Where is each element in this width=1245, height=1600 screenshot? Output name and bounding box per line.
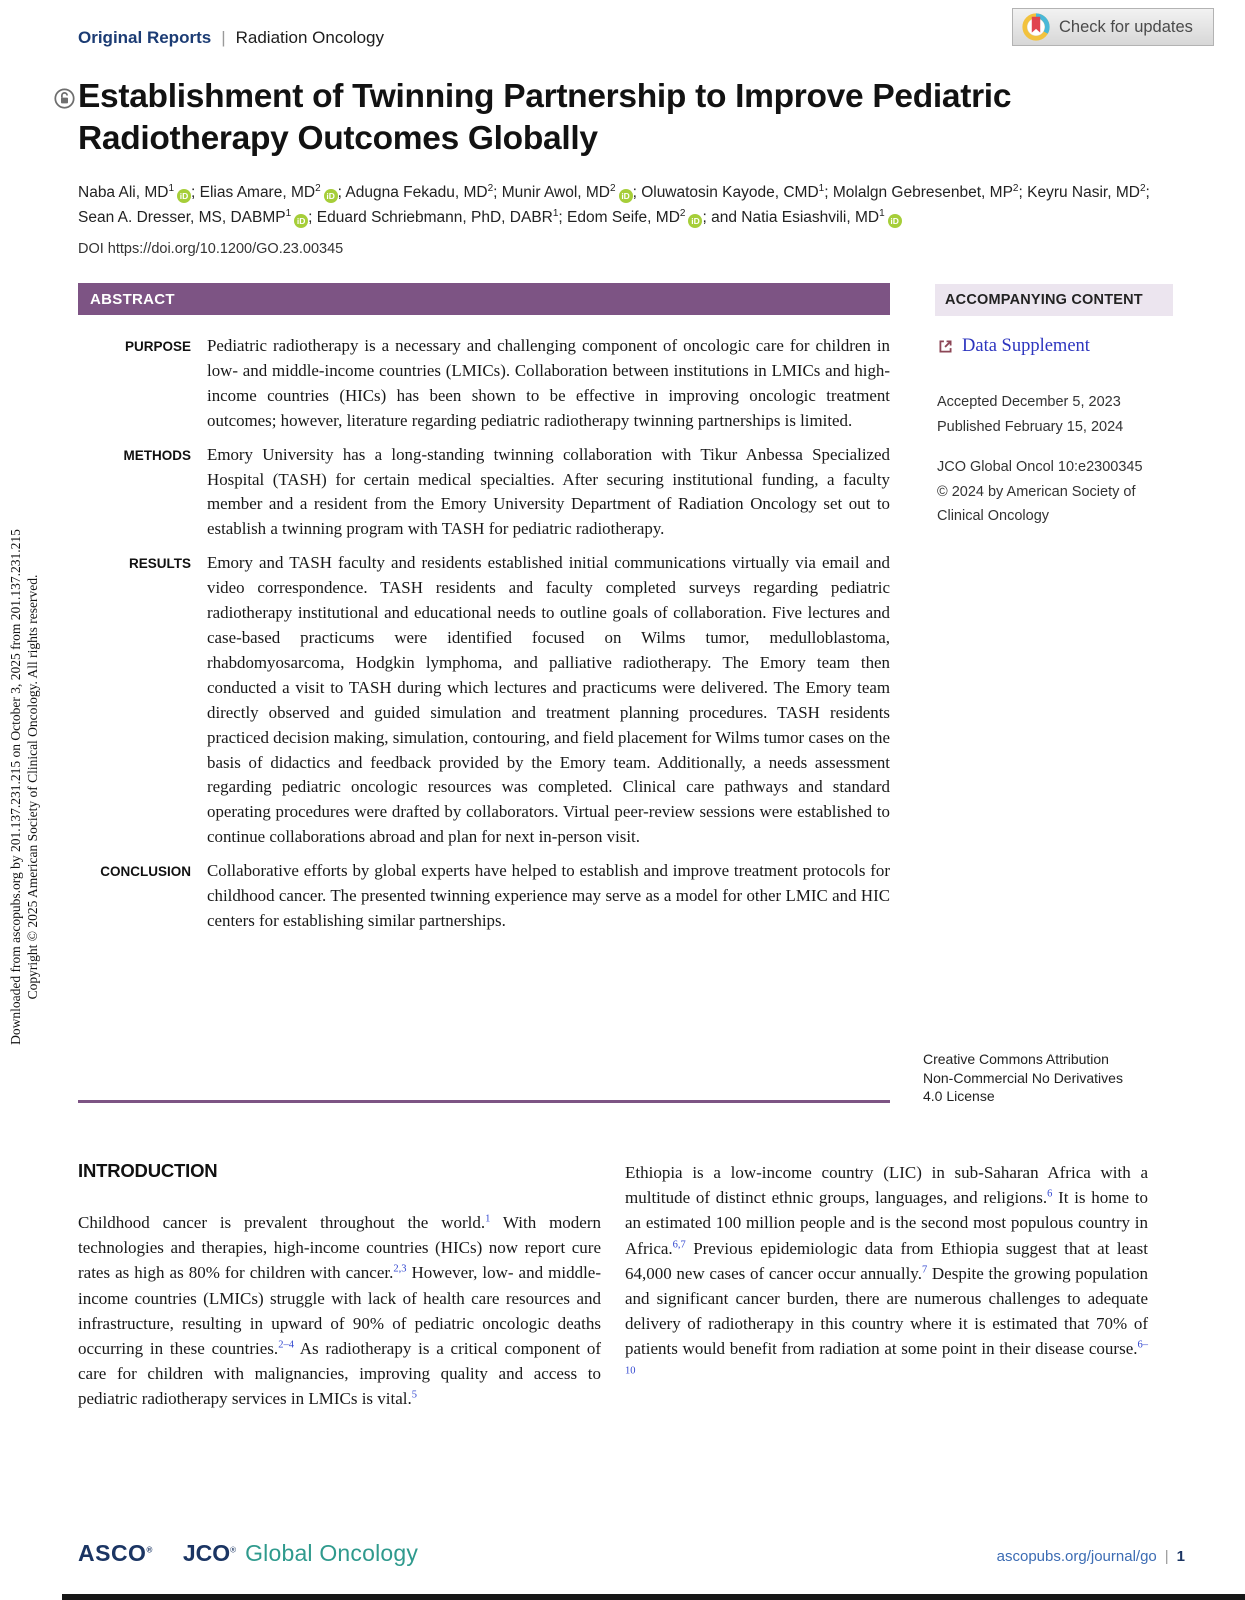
abstract-section-label: CONCLUSION [100,864,191,880]
accepted-date: Accepted December 5, 2023 [937,394,1121,410]
abstract-section-label: PURPOSE [124,339,191,354]
abstract-header-bar [78,283,890,315]
reference-superscript[interactable]: 6 [1047,1188,1053,1200]
abstract-section-text: Emory University has a long-standing twinning collaboration with Tikur Anbessa Specialized Hospital (TASH) for certain medical specialties. After securing institutional funding, a faculty member and a resident from the Emory University Department of Radiation Oncology set out to establish a twinning program with TASH for pediatric radiotherapy. [207,444,890,539]
orcid-icon[interactable]: iD [324,189,338,203]
reference-superscript[interactable]: 6,7 [672,1238,686,1250]
abstract-section [78,859,890,934]
accompanying-content-header [935,284,1173,316]
author: Adugna Fekadu, $MD^2$ [345,182,494,201]
orcid-icon[interactable]: iD [888,214,902,228]
page-number: 1 [1176,1548,1185,1565]
reference-superscript[interactable]: 2–4 [278,1339,294,1351]
accompanying-content-label: ACCOMPANYING CONTENT [945,292,1143,308]
abstract-section-text: Emory and TASH faculty and residents established initial communications virtually via email and video correspondence. TASH residents and faculty completed surveys regarding pediatric radiotherapy institutional and educational needs to outline goals of collaboration. Five lectures and case-based practicums were identified focused on Wilms tumor, medulloblastoma, rhabdomyosarcoma, Hodgkin lymphoma, and palliative radiotherapy. The Emory team then conducted a visit to TASH during which lectures and practicums were delivered. The Emory team directly observed and guided simulation and treatment planning procedures. TASH residents practiced decision making, simulation, contouring, and field placement for Wilms tumor cases on the basis of didactics and feedback provided by the Emory team. Additionally, a needs assessment regarding pediatric oncologic resources was completed. Clinical care pathways and standard operating procedures were drafted by collaborators. Virtual peer-review sessions were established to continue collaborations abroad and plan for next in-person visit. [207,553,890,847]
author: Molalgn Gebresenbet, $MP^2$ [832,182,1019,201]
published-date: Published February 15, 2024 [937,419,1124,435]
introduction-paragraph-right: Ethiopia is a low-income country (LIC) in sub-Saharan Africa with a multitude of distinct ethnic groups, languages, and religions.$^6$ It is home to an estimated 100 million people and is the second most populous country in Africa.$^{6,7}$ Previous epidemiologic data from Ethiopia suggest that at least 64,000 new cases of cancer occur annually.$^7$ Despite the growing population and significant cancer burden, there are numerous challenges to adequate delivery of radiotherapy in this country where it is estimated that 70% of patients would benefit from radiation at some point in their disease course.$^{6-10}$ [625,1163,1148,1376]
abstract-section [78,551,890,850]
jco-logo: JCO® [182,1540,237,1566]
article-title: Establishment of Twinning Partnership to Improve Pediatric Radiotherapy Outcomes Globally [78,78,1012,157]
orcid-icon[interactable]: iD [177,189,191,203]
citation-block [937,455,1147,529]
article-category-link[interactable]: Original Reports [78,28,212,47]
license-line1: Creative Commons Attribution [923,1051,1109,1067]
article-dates [937,390,1123,440]
license-line2: Non-Commercial No Derivatives [923,1069,1123,1086]
jco-journal-logo [183,1540,418,1567]
abstract-header-label: ABSTRACT [90,290,175,308]
footer-separator: | [1164,1548,1169,1565]
abstract-section [78,334,890,434]
orcid-icon[interactable]: iD [619,189,633,203]
abstract-section-text: Collaborative efforts by global experts have helped to establish and improve treatment protocols for childhood cancer. The presented twinning experience may serve as a model for other LMIC and HIC centers for establishing similar partnerships. [207,861,890,930]
abstract-section-label: METHODS [123,447,191,463]
author: Naba Ali, $MD^1iD$ [78,184,191,201]
introduction-heading: INTRODUCTION [78,1160,218,1181]
watermark-line1: Downloaded from ascopubs.org by 201.137.231.215 on October 3, 2025 from 201.137.231.215 [8,529,23,1045]
author: and Natia Esiashvili, $MD^1iD$ [711,209,902,226]
license-note [923,1050,1138,1106]
copyright-line2: Clinical Oncology [937,508,1050,524]
header-divider: | [221,28,226,47]
citation-text: JCO Global Oncol 10:e2300345 [937,459,1143,475]
author: Edom Seife, $MD^2iD$ [567,209,702,226]
journal-url-link[interactable]: ascopubs.org/journal/go [996,1548,1157,1565]
license-line3: 4.0 License [923,1088,995,1104]
author: Oluwatosin Kayode, CMD$^1$ [641,182,825,201]
external-link-icon [937,338,954,355]
introduction-paragraph-left: Childhood cancer is prevalent throughout the world.$^1$ With modern technologies and therapies, high-income countries (HICs) now report cure rates as high as 80% for children with cancer.$^{2,3}$ However, low- and middle-income countries (LMICs) struggle with lack of health care resources and infrastructure, resulting in upward of 90% of pediatric oncologic deaths occurring in these countries.$^{2-4}$ As radiotherapy is a critical component of care for children with malignancies, improving quality and access to pediatric radiotherapy services in LMICs is vital.$^5$ [78,1213,601,1409]
check-for-updates-button[interactable] [1012,8,1214,46]
check-for-updates-label: Check for updates [1059,17,1193,36]
author: Elias Amare, $MD^2iD$ [200,184,338,201]
orcid-icon[interactable]: iD [294,214,308,228]
asco-logo: ASCO® [78,1540,153,1566]
copyright-line1: © 2024 by American Society of [937,483,1136,500]
journal-name: Global Oncology [245,1540,419,1566]
crossmark-icon [1021,12,1051,42]
abstract-divider-rule [78,1100,890,1103]
data-supplement-label: Data Supplement [962,336,1090,356]
author: Sean A. Dresser, MS, DABMP$^1$iD [78,209,308,226]
abstract-section-label: RESULTS [128,556,191,572]
article-header [78,28,384,48]
reference-superscript[interactable]: 5 [411,1389,418,1401]
orcid-icon[interactable]: iD [688,214,702,228]
page-bottom-rule [62,1594,1245,1600]
author-list: Naba Ali, $MD^1iD$ ; Elias Amare, $MD^2iD$ ; Adugna Fekadu, $MD^2$; Munir Awol, $MD^2iD$ ; Oluwatosin Kayode, CMD$^1$; Molalgn Gebresenbet, $MP^2$; Keyru Nasir, $MD^2$; Sean A. Dresser, MS, DABMP$^1$iD ; Eduard Schriebmann, PhD, DABR$^1$; Edom Seife, $MD^2iD$ ; and Natia Esiashvili, $MD^1iD$ [78,182,1150,226]
data-supplement-link[interactable] [937,336,1090,357]
reference-superscript[interactable]: 6–10 [625,1339,1148,1376]
author: Keyru Nasir, $MD^2$ [1027,182,1146,201]
reference-superscript[interactable]: 7 [921,1264,928,1276]
author: Munir Awol, $MD^2iD$ [502,184,633,201]
footer-logos [78,1540,418,1567]
footer-meta [997,1548,1185,1565]
author: Eduard Schriebmann, PhD, DABR$^1$ [316,207,559,226]
abstract-section-text: Pediatric radiotherapy is a necessary and challenging component of oncologic care for children in low- and middle-income countries (LMICs). Collaboration between institutions in LMICs and high-income countries (HICs) has been shown to be effective in improving oncologic treatment outcomes; however, literature regarding pediatric radiotherapy twinning partnerships is limited. [207,336,890,430]
abstract-body [78,334,890,934]
article-section-label: Radiation Oncology [235,28,384,47]
open-access-icon [54,88,75,114]
download-watermark [7,407,41,1167]
doi-link[interactable]: DOI https://doi.org/10.1200/GO.23.00345 [78,241,344,257]
reference-superscript[interactable]: 1 [485,1213,491,1225]
watermark-line2: Copyright © 2025 American Society of Clinical Oncology. All rights reserved. [25,574,40,1000]
reference-superscript[interactable]: 2,3 [393,1263,407,1275]
abstract-section [78,443,890,543]
